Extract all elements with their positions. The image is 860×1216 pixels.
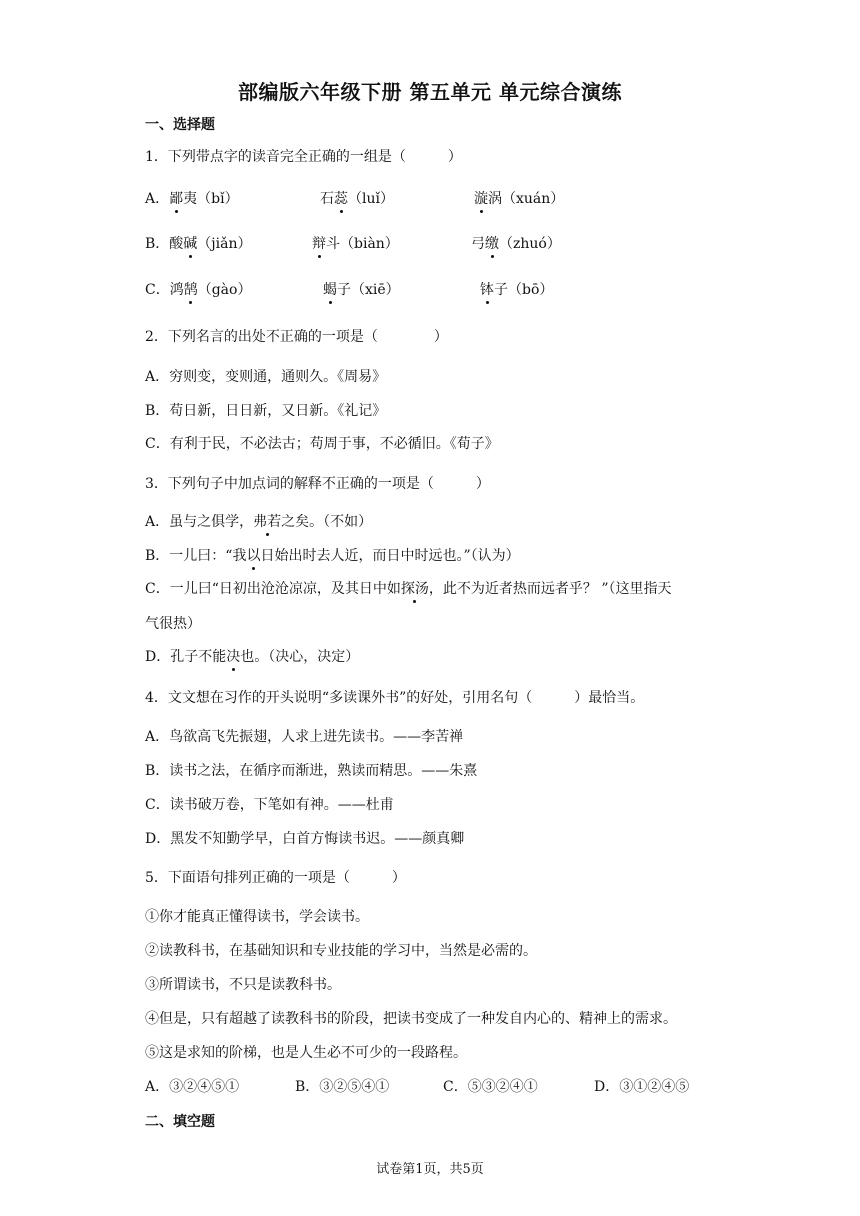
q5-option-b: B．③②⑤④① <box>295 1079 390 1095</box>
page-title: 部编版六年级下册 第五单元 单元综合演练 <box>238 80 622 104</box>
q1-option-b-1: B．酸碱（jiǎn） <box>145 233 251 253</box>
q3-option-d: D．孔子不能决也。（决心，决定） <box>145 646 359 666</box>
q4-option-d: D．黑发不知勤学早，白首方悔读书迟。——颜真卿 <box>145 831 465 847</box>
q1-option-b-3: 弓缴（zhuó） <box>471 233 561 253</box>
q3-option-b: B．一儿曰：“我以日始出时去人近，而日中时远也。”（认为） <box>145 545 520 565</box>
question-5-stem: 5．下面语句排列正确的一项是（ ） <box>145 870 406 886</box>
q5-option-a: A．③②④⑤① <box>145 1079 240 1095</box>
q1-option-c-3: 钵子（bō） <box>480 279 553 299</box>
q4-option-b: B．读书之法，在循序而渐进，熟读而精思。——朱熹 <box>145 763 478 779</box>
q1-option-a-2: 石蕊（luǐ） <box>320 188 394 208</box>
q3-option-c-cont: 气很热） <box>145 616 201 632</box>
q5-sentence-1: ①你才能真正懂得读书，学会读书。 <box>145 909 369 925</box>
q5-option-d: D．③①②④⑤ <box>594 1079 690 1095</box>
question-4-stem: 4．文文想在习作的开头说明“多读课外书”的好处，引用名句（ ）最恰当。 <box>145 690 645 706</box>
q5-sentence-4: ④但是，只有超越了读教科书的阶段，把读书变成了一种发自内心的、精神上的需求。 <box>145 1011 677 1027</box>
q5-sentence-3: ③所谓读书，不只是读教科书。 <box>145 977 341 993</box>
q5-sentence-5: ⑤这是求知的阶梯，也是人生必不可少的一段路程。 <box>145 1045 467 1061</box>
q2-option-a: A．穷则变，变则通，通则久。《周易》 <box>145 369 387 385</box>
section-heading-fill: 二、填空题 <box>145 1114 215 1130</box>
q1-option-a-3: 漩涡（xuán） <box>474 188 564 208</box>
q1-option-b-2: 辩斗（biàn） <box>312 233 399 253</box>
q1-option-c-2: 蝎子（xiē） <box>323 279 400 299</box>
question-2-stem: 2．下列名言的出处不正确的一项是（ ） <box>145 329 448 345</box>
question-1-stem: 1．下列带点字的读音完全正确的一组是（ ） <box>145 149 462 165</box>
q5-sentence-2: ②读教科书，在基础知识和专业技能的学习中，当然是必需的。 <box>145 943 537 959</box>
q1-option-c-1: C．鸿鹄（gào） <box>145 279 251 299</box>
section-heading-choice: 一、选择题 <box>145 117 215 133</box>
q4-option-c: C．读书破万卷，下笔如有神。——杜甫 <box>145 797 394 813</box>
q2-option-b: B．苟日新，日日新，又日新。《礼记》 <box>145 403 387 419</box>
page-footer: 试卷第1页，共5页 <box>376 1162 484 1177</box>
q2-option-c: C．有利于民，不必法古；苟周于事，不必循旧。《荀子》 <box>145 436 499 452</box>
q4-option-a: A．鸟欲高飞先振翅，人求上进先读书。——李苦禅 <box>145 729 464 745</box>
q5-option-c: C．⑤③②④① <box>443 1079 538 1095</box>
q1-option-a-1: A．鄙夷（bǐ） <box>145 188 239 208</box>
question-3-stem: 3．下列句子中加点词的解释不正确的一项是（ ） <box>145 476 490 492</box>
q3-option-a: A．虽与之俱学，弗若之矣。（不如） <box>145 511 372 531</box>
q3-option-c: C．一儿曰“日初出沧沧凉凉，及其日中如探汤，此不为近者热而远者乎？ ”（这里指天 <box>145 578 671 598</box>
